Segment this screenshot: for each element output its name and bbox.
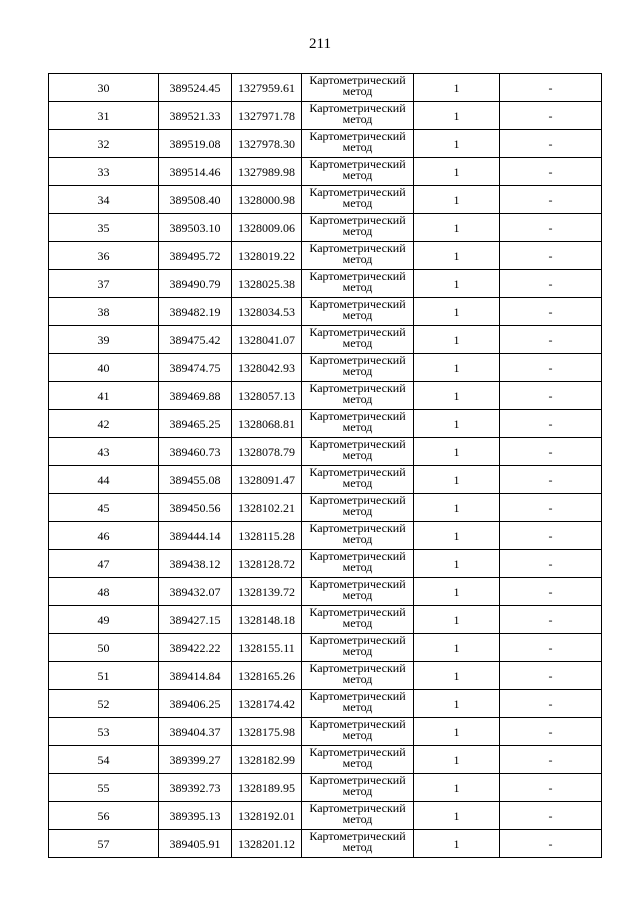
method-line-2: метод: [342, 168, 373, 182]
method-cell: [302, 494, 414, 522]
method-cell: [302, 214, 414, 242]
description-cell: -: [500, 494, 602, 522]
x-coordinate-cell: 389503.10: [159, 214, 232, 242]
table-row: [49, 774, 602, 802]
accuracy-cell: 1: [414, 662, 500, 690]
x-coordinate-cell: 389406.25: [159, 690, 232, 718]
table-row: [49, 634, 602, 662]
method-line-2: метод: [342, 252, 373, 266]
point-number-cell: 34: [49, 186, 159, 214]
accuracy-cell: 1: [414, 466, 500, 494]
method-line-2: метод: [342, 84, 373, 98]
description-cell: -: [500, 606, 602, 634]
x-coordinate-cell: 389438.12: [159, 550, 232, 578]
x-coordinate-cell: 389399.27: [159, 746, 232, 774]
description-cell: -: [500, 466, 602, 494]
method-line-2: метод: [342, 364, 373, 378]
description-cell: -: [500, 718, 602, 746]
table-row: [49, 410, 602, 438]
table-row: [49, 550, 602, 578]
table-row: [49, 662, 602, 690]
method-line-1: Картометрический: [309, 605, 406, 619]
method-cell: [302, 746, 414, 774]
method-line-1: Картометрический: [309, 717, 406, 731]
x-coordinate-cell: 389495.72: [159, 242, 232, 270]
point-number-cell: 55: [49, 774, 159, 802]
description-cell: -: [500, 634, 602, 662]
method-cell: [302, 578, 414, 606]
method-line-2: метод: [342, 196, 373, 210]
method-line-1: Картометрический: [309, 269, 406, 283]
method-line-2: метод: [342, 588, 373, 602]
method-cell: [302, 102, 414, 130]
accuracy-cell: 1: [414, 242, 500, 270]
method-line-1: Картометрический: [309, 549, 406, 563]
accuracy-cell: 1: [414, 298, 500, 326]
accuracy-cell: 1: [414, 746, 500, 774]
method-line-1: Картометрический: [309, 381, 406, 395]
method-line-2: метод: [342, 812, 373, 826]
point-number-cell: 50: [49, 634, 159, 662]
description-cell: -: [500, 130, 602, 158]
point-number-cell: 53: [49, 718, 159, 746]
point-number-cell: 36: [49, 242, 159, 270]
x-coordinate-cell: 389395.13: [159, 802, 232, 830]
table-row: [49, 102, 602, 130]
point-number-cell: 41: [49, 382, 159, 410]
y-coordinate-cell: 1328025.38: [232, 270, 302, 298]
method-cell: [302, 634, 414, 662]
x-coordinate-cell: 389450.56: [159, 494, 232, 522]
accuracy-cell: 1: [414, 550, 500, 578]
y-coordinate-cell: 1328042.93: [232, 354, 302, 382]
table-row: [49, 746, 602, 774]
method-cell: [302, 326, 414, 354]
method-line-2: метод: [342, 560, 373, 574]
method-line-2: метод: [342, 504, 373, 518]
method-line-2: метод: [342, 448, 373, 462]
point-number-cell: 32: [49, 130, 159, 158]
method-cell: [302, 74, 414, 102]
point-number-cell: 42: [49, 410, 159, 438]
method-cell: [302, 606, 414, 634]
method-cell: [302, 242, 414, 270]
method-line-2: метод: [342, 224, 373, 238]
x-coordinate-cell: 389422.22: [159, 634, 232, 662]
y-coordinate-cell: 1328155.11: [232, 634, 302, 662]
y-coordinate-cell: 1328009.06: [232, 214, 302, 242]
y-coordinate-cell: 1328115.28: [232, 522, 302, 550]
table-row: [49, 382, 602, 410]
y-coordinate-cell: 1328091.47: [232, 466, 302, 494]
method-line-1: Картометрический: [309, 353, 406, 367]
accuracy-cell: 1: [414, 74, 500, 102]
y-coordinate-cell: 1328102.21: [232, 494, 302, 522]
description-cell: -: [500, 102, 602, 130]
table-row: [49, 298, 602, 326]
y-coordinate-cell: 1328057.13: [232, 382, 302, 410]
method-line-2: метод: [342, 840, 373, 854]
x-coordinate-cell: 389490.79: [159, 270, 232, 298]
point-number-cell: 31: [49, 102, 159, 130]
description-cell: -: [500, 326, 602, 354]
method-cell: [302, 802, 414, 830]
point-number-cell: 35: [49, 214, 159, 242]
table-row: [49, 214, 602, 242]
y-coordinate-cell: 1327989.98: [232, 158, 302, 186]
y-coordinate-cell: 1327978.30: [232, 130, 302, 158]
accuracy-cell: 1: [414, 606, 500, 634]
y-coordinate-cell: 1328192.01: [232, 802, 302, 830]
table-row: [49, 522, 602, 550]
method-line-1: Картометрический: [309, 493, 406, 507]
table-row: [49, 242, 602, 270]
method-line-1: Картометрический: [309, 241, 406, 255]
method-line-2: метод: [342, 756, 373, 770]
accuracy-cell: 1: [414, 494, 500, 522]
method-line-1: Картометрический: [309, 465, 406, 479]
y-coordinate-cell: 1328139.72: [232, 578, 302, 606]
description-cell: -: [500, 830, 602, 858]
y-coordinate-cell: 1328078.79: [232, 438, 302, 466]
accuracy-cell: 1: [414, 410, 500, 438]
y-coordinate-cell: 1328201.12: [232, 830, 302, 858]
method-line-2: метод: [342, 672, 373, 686]
description-cell: -: [500, 242, 602, 270]
method-cell: [302, 550, 414, 578]
point-number-cell: 45: [49, 494, 159, 522]
x-coordinate-cell: 389404.37: [159, 718, 232, 746]
method-cell: [302, 158, 414, 186]
x-coordinate-cell: 389432.07: [159, 578, 232, 606]
method-line-2: метод: [342, 728, 373, 742]
point-number-cell: 43: [49, 438, 159, 466]
table-row: [49, 130, 602, 158]
x-coordinate-cell: 389444.14: [159, 522, 232, 550]
method-line-1: Картометрический: [309, 101, 406, 115]
method-cell: [302, 438, 414, 466]
y-coordinate-cell: 1328182.99: [232, 746, 302, 774]
page-number: 211: [309, 36, 331, 52]
y-coordinate-cell: 1327971.78: [232, 102, 302, 130]
method-cell: [302, 298, 414, 326]
y-coordinate-cell: 1328148.18: [232, 606, 302, 634]
description-cell: -: [500, 550, 602, 578]
method-line-2: метод: [342, 644, 373, 658]
table-row: [49, 606, 602, 634]
x-coordinate-cell: 389475.42: [159, 326, 232, 354]
x-coordinate-cell: 389524.45: [159, 74, 232, 102]
method-line-2: метод: [342, 112, 373, 126]
description-cell: -: [500, 522, 602, 550]
accuracy-cell: 1: [414, 158, 500, 186]
method-cell: [302, 270, 414, 298]
y-coordinate-cell: 1327959.61: [232, 74, 302, 102]
accuracy-cell: 1: [414, 634, 500, 662]
description-cell: -: [500, 186, 602, 214]
accuracy-cell: 1: [414, 270, 500, 298]
method-line-2: метод: [342, 476, 373, 490]
method-cell: [302, 690, 414, 718]
accuracy-cell: 1: [414, 830, 500, 858]
point-number-cell: 48: [49, 578, 159, 606]
method-cell: [302, 186, 414, 214]
method-line-1: Картометрический: [309, 633, 406, 647]
point-number-cell: 40: [49, 354, 159, 382]
point-number-cell: 39: [49, 326, 159, 354]
method-cell: [302, 774, 414, 802]
x-coordinate-cell: 389482.19: [159, 298, 232, 326]
accuracy-cell: 1: [414, 522, 500, 550]
x-coordinate-cell: 389519.08: [159, 130, 232, 158]
accuracy-cell: 1: [414, 690, 500, 718]
x-coordinate-cell: 389508.40: [159, 186, 232, 214]
point-number-cell: 37: [49, 270, 159, 298]
method-cell: [302, 466, 414, 494]
table-row: [49, 270, 602, 298]
x-coordinate-cell: 389460.73: [159, 438, 232, 466]
description-cell: -: [500, 158, 602, 186]
y-coordinate-cell: 1328128.72: [232, 550, 302, 578]
coordinates-table: [48, 73, 602, 858]
point-number-cell: 47: [49, 550, 159, 578]
method-cell: [302, 410, 414, 438]
y-coordinate-cell: 1328174.42: [232, 690, 302, 718]
method-cell: [302, 382, 414, 410]
table-row: [49, 690, 602, 718]
description-cell: -: [500, 746, 602, 774]
accuracy-cell: 1: [414, 578, 500, 606]
y-coordinate-cell: 1328034.53: [232, 298, 302, 326]
description-cell: -: [500, 354, 602, 382]
description-cell: -: [500, 382, 602, 410]
y-coordinate-cell: 1328165.26: [232, 662, 302, 690]
accuracy-cell: 1: [414, 382, 500, 410]
y-coordinate-cell: 1328041.07: [232, 326, 302, 354]
method-line-1: Картометрический: [309, 577, 406, 591]
method-line-1: Картометрический: [309, 661, 406, 675]
method-line-1: Картометрический: [309, 325, 406, 339]
table-row: [49, 186, 602, 214]
point-number-cell: 57: [49, 830, 159, 858]
x-coordinate-cell: 389427.15: [159, 606, 232, 634]
table-row: [49, 466, 602, 494]
description-cell: -: [500, 298, 602, 326]
method-line-1: Картометрический: [309, 157, 406, 171]
accuracy-cell: 1: [414, 438, 500, 466]
y-coordinate-cell: 1328175.98: [232, 718, 302, 746]
table-row: [49, 578, 602, 606]
description-cell: -: [500, 774, 602, 802]
description-cell: -: [500, 662, 602, 690]
point-number-cell: 44: [49, 466, 159, 494]
x-coordinate-cell: 389521.33: [159, 102, 232, 130]
accuracy-cell: 1: [414, 774, 500, 802]
method-line-2: метод: [342, 616, 373, 630]
point-number-cell: 33: [49, 158, 159, 186]
accuracy-cell: 1: [414, 718, 500, 746]
table-row: [49, 830, 602, 858]
description-cell: -: [500, 410, 602, 438]
x-coordinate-cell: 389414.84: [159, 662, 232, 690]
point-number-cell: 38: [49, 298, 159, 326]
description-cell: -: [500, 74, 602, 102]
method-cell: [302, 830, 414, 858]
method-line-1: Картометрический: [309, 745, 406, 759]
method-line-1: Картометрический: [309, 829, 406, 843]
method-line-1: Картометрический: [309, 129, 406, 143]
method-cell: [302, 662, 414, 690]
table-row: [49, 354, 602, 382]
description-cell: -: [500, 802, 602, 830]
coordinates-table-body: [49, 74, 602, 858]
table-row: [49, 74, 602, 102]
x-coordinate-cell: 389405.91: [159, 830, 232, 858]
x-coordinate-cell: 389469.88: [159, 382, 232, 410]
accuracy-cell: 1: [414, 102, 500, 130]
table-row: [49, 802, 602, 830]
table-row: [49, 438, 602, 466]
x-coordinate-cell: 389392.73: [159, 774, 232, 802]
method-line-1: Картометрический: [309, 801, 406, 815]
method-line-1: Картометрический: [309, 297, 406, 311]
x-coordinate-cell: 389455.08: [159, 466, 232, 494]
point-number-cell: 54: [49, 746, 159, 774]
method-line-2: метод: [342, 392, 373, 406]
method-line-1: Картометрический: [309, 73, 406, 87]
point-number-cell: 49: [49, 606, 159, 634]
y-coordinate-cell: 1328068.81: [232, 410, 302, 438]
description-cell: -: [500, 270, 602, 298]
accuracy-cell: 1: [414, 802, 500, 830]
method-line-1: Картометрический: [309, 689, 406, 703]
point-number-cell: 51: [49, 662, 159, 690]
method-line-1: Картометрический: [309, 185, 406, 199]
method-line-2: метод: [342, 532, 373, 546]
description-cell: -: [500, 214, 602, 242]
description-cell: -: [500, 438, 602, 466]
table-row: [49, 718, 602, 746]
point-number-cell: 46: [49, 522, 159, 550]
method-line-1: Картометрический: [309, 409, 406, 423]
x-coordinate-cell: 389514.46: [159, 158, 232, 186]
method-line-1: Картометрический: [309, 213, 406, 227]
table-row: [49, 326, 602, 354]
description-cell: -: [500, 690, 602, 718]
method-line-2: метод: [342, 784, 373, 798]
point-number-cell: 56: [49, 802, 159, 830]
method-line-2: метод: [342, 140, 373, 154]
table-row: [49, 494, 602, 522]
y-coordinate-cell: 1328189.95: [232, 774, 302, 802]
method-line-1: Картометрический: [309, 773, 406, 787]
y-coordinate-cell: 1328000.98: [232, 186, 302, 214]
description-cell: -: [500, 578, 602, 606]
accuracy-cell: 1: [414, 214, 500, 242]
method-line-2: метод: [342, 280, 373, 294]
x-coordinate-cell: 389465.25: [159, 410, 232, 438]
method-line-2: метод: [342, 308, 373, 322]
table-row: [49, 158, 602, 186]
accuracy-cell: 1: [414, 130, 500, 158]
method-line-2: метод: [342, 700, 373, 714]
method-cell: [302, 718, 414, 746]
accuracy-cell: 1: [414, 354, 500, 382]
y-coordinate-cell: 1328019.22: [232, 242, 302, 270]
method-line-1: Картометрический: [309, 521, 406, 535]
method-cell: [302, 522, 414, 550]
method-line-1: Картометрический: [309, 437, 406, 451]
x-coordinate-cell: 389474.75: [159, 354, 232, 382]
point-number-cell: 30: [49, 74, 159, 102]
point-number-cell: 52: [49, 690, 159, 718]
method-line-2: метод: [342, 336, 373, 350]
accuracy-cell: 1: [414, 186, 500, 214]
method-line-2: метод: [342, 420, 373, 434]
method-cell: [302, 354, 414, 382]
accuracy-cell: 1: [414, 326, 500, 354]
method-cell: [302, 130, 414, 158]
